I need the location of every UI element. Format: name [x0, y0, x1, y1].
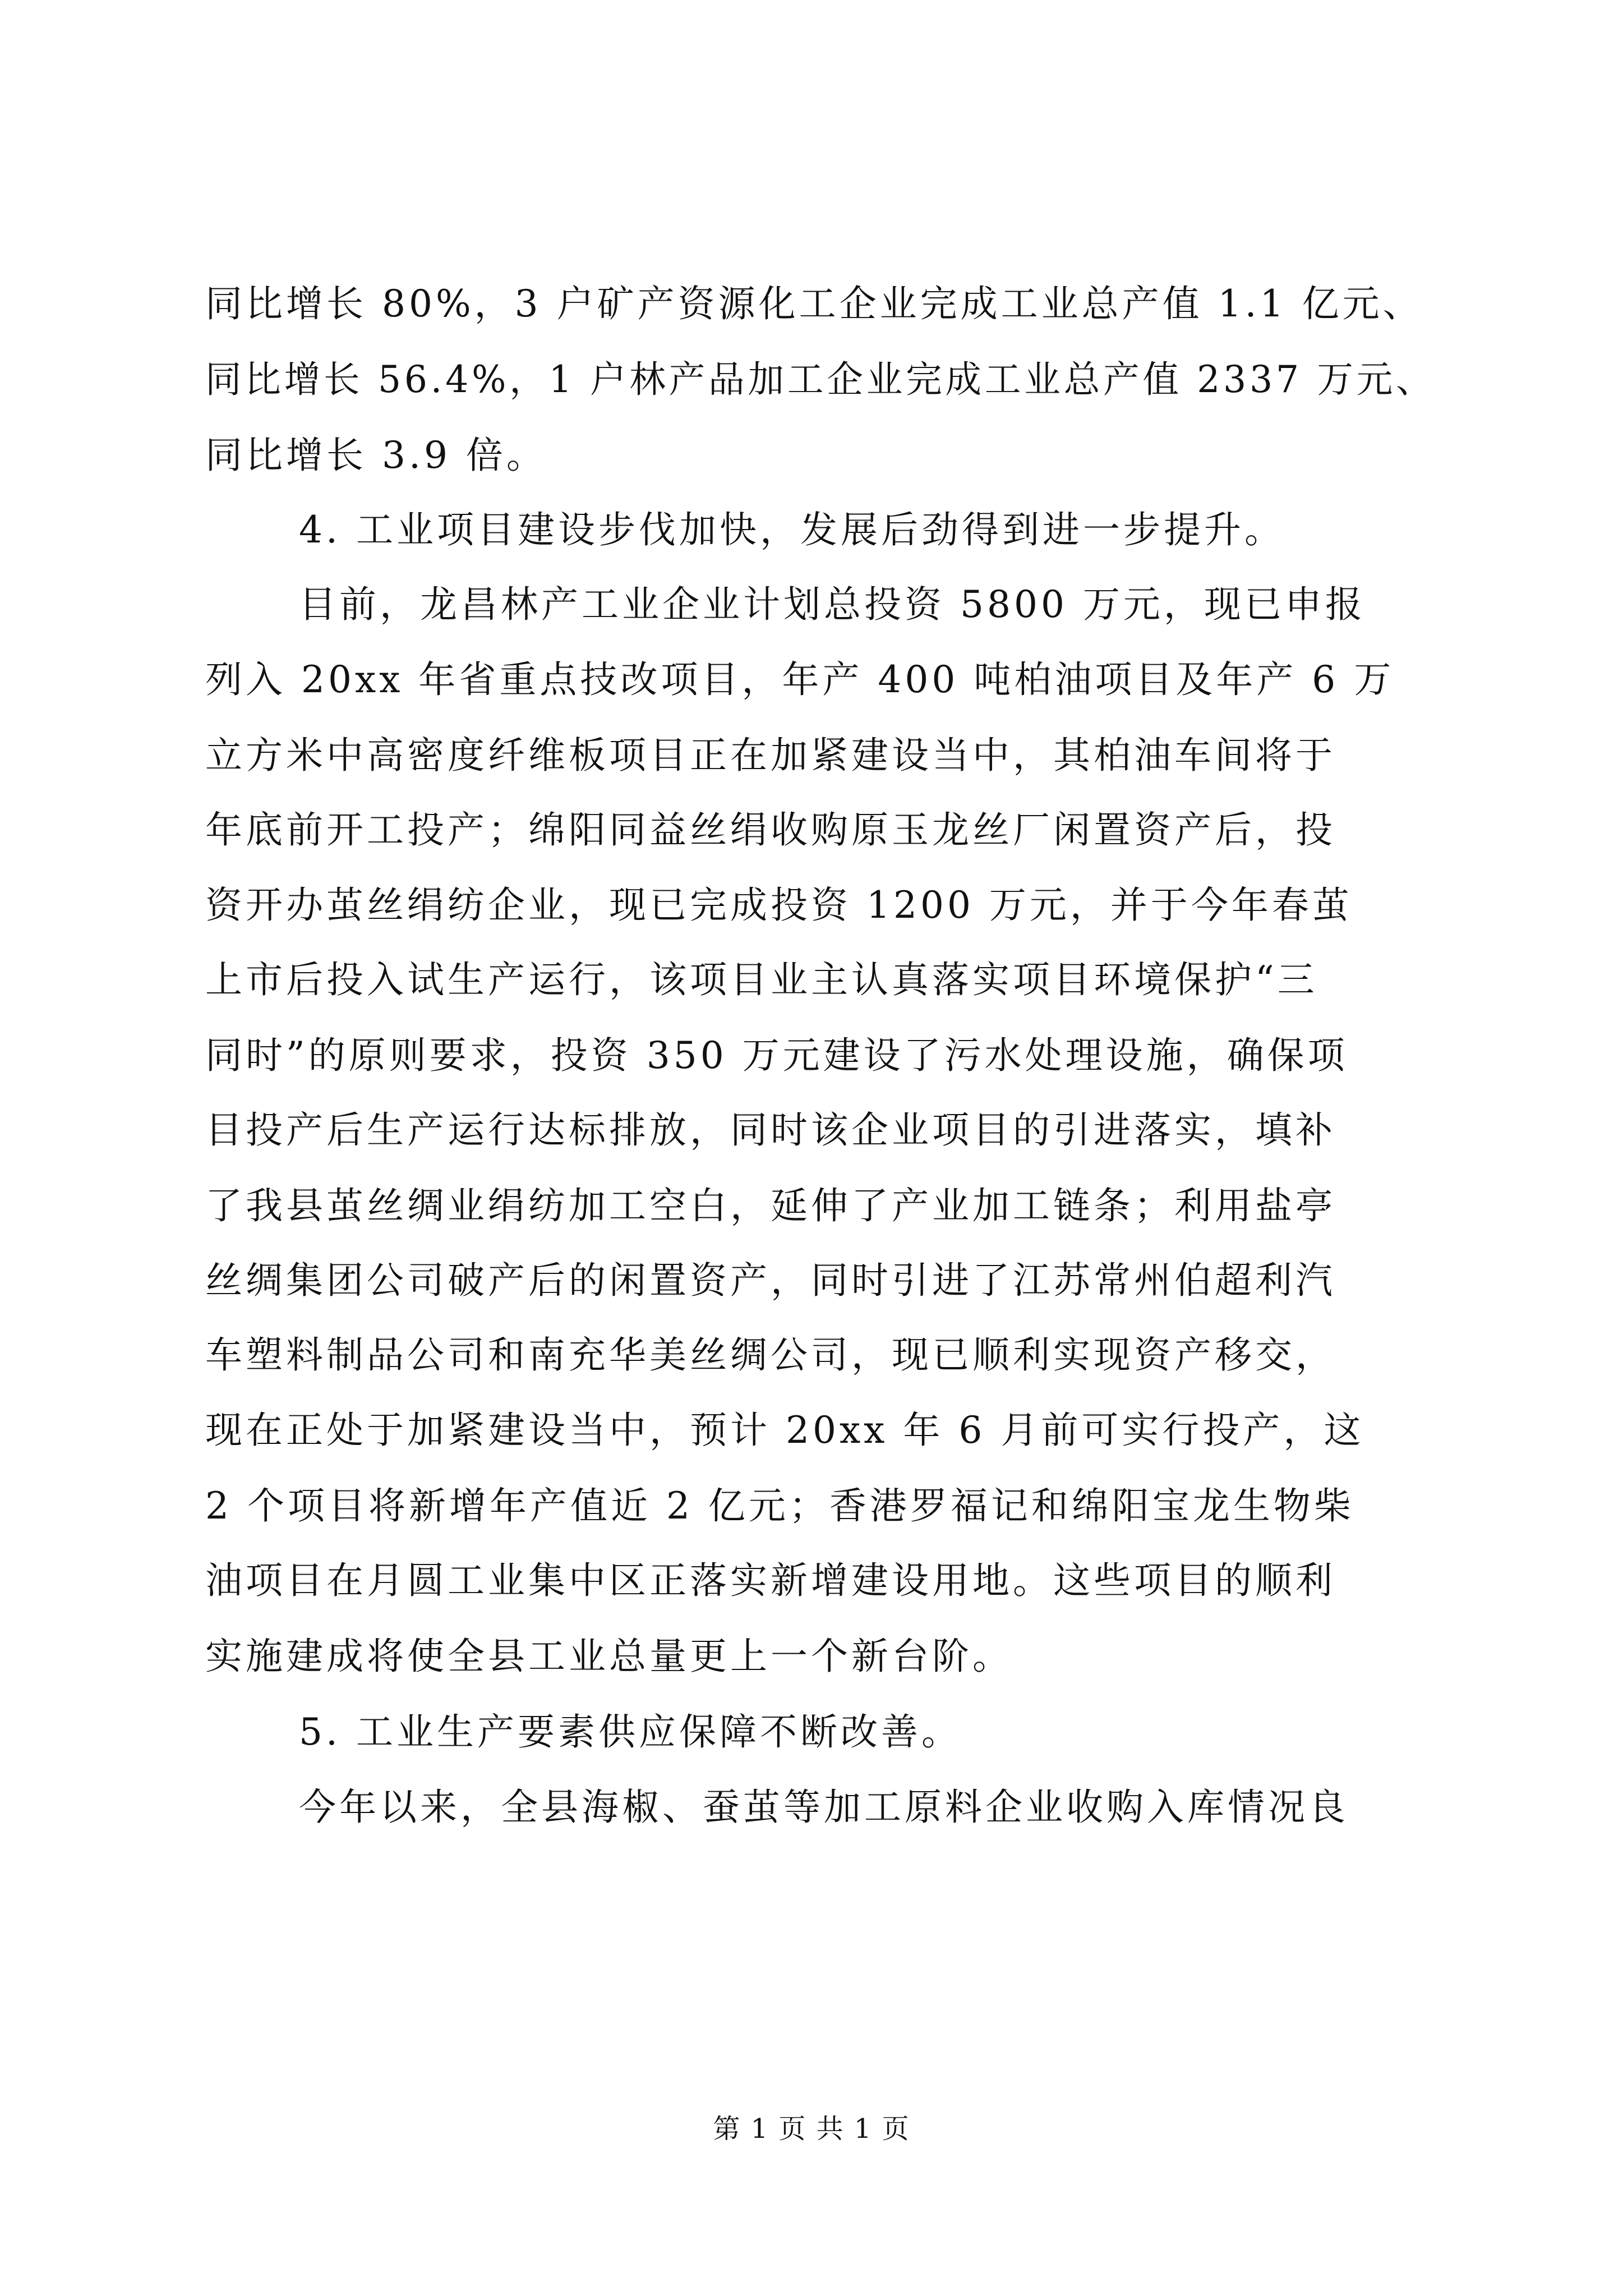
section-heading: 4. 工业项目建设步伐加快，发展后劲得到进一步提升。	[299, 508, 1285, 551]
text-line: 油项目在月圆工业集中区正落实新增建设用地。这些项目的顺利	[205, 1559, 1336, 1602]
text-line: 目投产后生产运行达标排放，同时该企业项目的引进落实，填补	[205, 1108, 1336, 1152]
text-line: 今年以来，全县海椒、蚕茧等加工原料企业收购入库情况良	[299, 1786, 1349, 1829]
text-line: 丝绸集团公司破产后的闲置资产，同时引进了江苏常州伯超利汽	[205, 1259, 1336, 1302]
page-footer: 第 1 页 共 1 页	[713, 2113, 910, 2145]
text-line: 年底前开工投产；绵阳同益丝绢收购原玉龙丝厂闲置资产后，投	[205, 808, 1336, 852]
text-line: 了我县茧丝绸业绢纺加工空白，延伸了产业加工链条；利用盐亭	[205, 1184, 1336, 1227]
text-line: 现在正处于加紧建设当中，预计 20xx 年 6 月前可实行投产，这	[205, 1409, 1364, 1452]
text-line: 立方米中高密度纤维板项目正在加紧建设当中，其柏油车间将于	[205, 734, 1336, 777]
text-line: 同时”的原则要求，投资 350 万元建设了污水处理设施，确保项	[205, 1034, 1348, 1077]
text-line: 上市后投入试生产运行，该项目业主认真落实项目环境保护“三	[205, 958, 1318, 1001]
text-line: 目前，龙昌林产工业企业计划总投资 5800 万元，现已申报	[299, 583, 1366, 626]
text-line: 同比增长 56.4%，1 户林产品加工企业完成工业总产值 2337 万元、	[205, 358, 1436, 401]
text-line: 同比增长 80%，3 户矿产资源化工企业完成工业总产值 1.1 亿元、	[205, 282, 1423, 325]
text-line: 车塑料制品公司和南充华美丝绸公司，现已顺利实现资产移交，	[205, 1333, 1336, 1377]
text-line: 资开办茧丝绢纺企业，现已完成投资 1200 万元，并于今年春茧	[205, 884, 1353, 927]
text-line: 2 个项目将新增年产值近 2 亿元；香港罗福记和绵阳宝龙生物柴	[205, 1484, 1354, 1527]
section-heading: 5. 工业生产要素供应保障不断改善。	[299, 1710, 962, 1754]
text-line: 实施建成将使全县工业总量更上一个新台阶。	[205, 1635, 1013, 1678]
text-line: 同比增长 3.9 倍。	[205, 434, 547, 477]
text-line: 列入 20xx 年省重点技改项目，年产 400 吨柏油项目及年产 6 万	[205, 658, 1395, 701]
